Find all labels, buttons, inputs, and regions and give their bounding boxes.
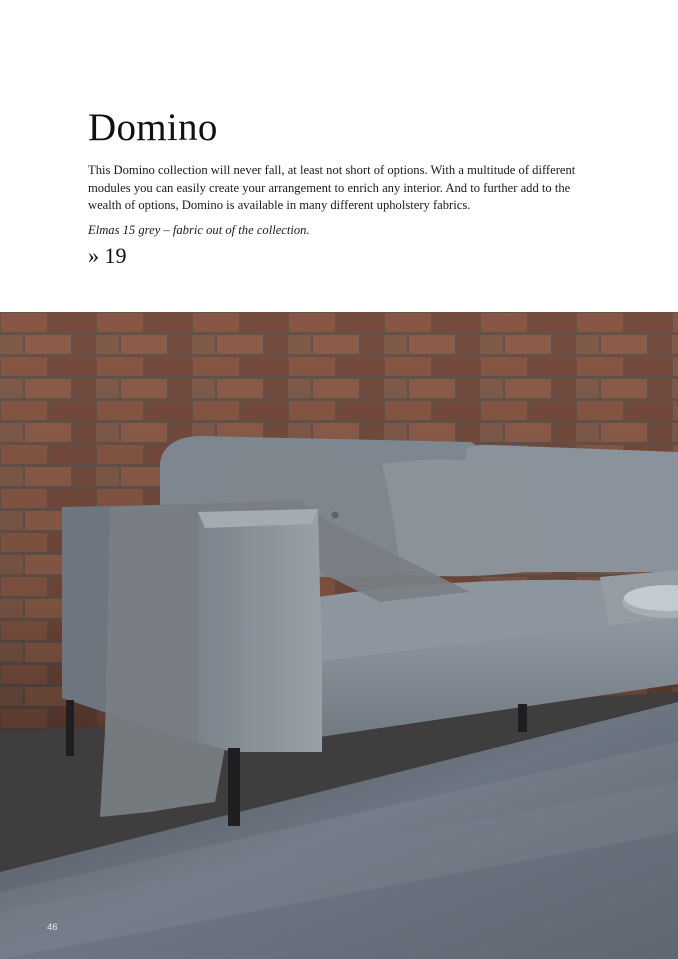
sofa-illustration [0,312,678,959]
page-number: 46 [47,922,58,933]
page-title: Domino [88,106,218,149]
text-section [0,0,678,312]
fabric-caption: Elmas 15 grey – fabric out of the collection. [88,223,310,237]
page-reference: » 19 [88,243,127,268]
sofa-photo [0,312,678,959]
description-paragraph: This Domino collection will never fall, at least not short of options. With a multitude of different modules you can easily create your arrangement to enrich any interior. And to further add to the wealth of options, Domino is available in many different upholstery fabrics. [88,163,576,213]
